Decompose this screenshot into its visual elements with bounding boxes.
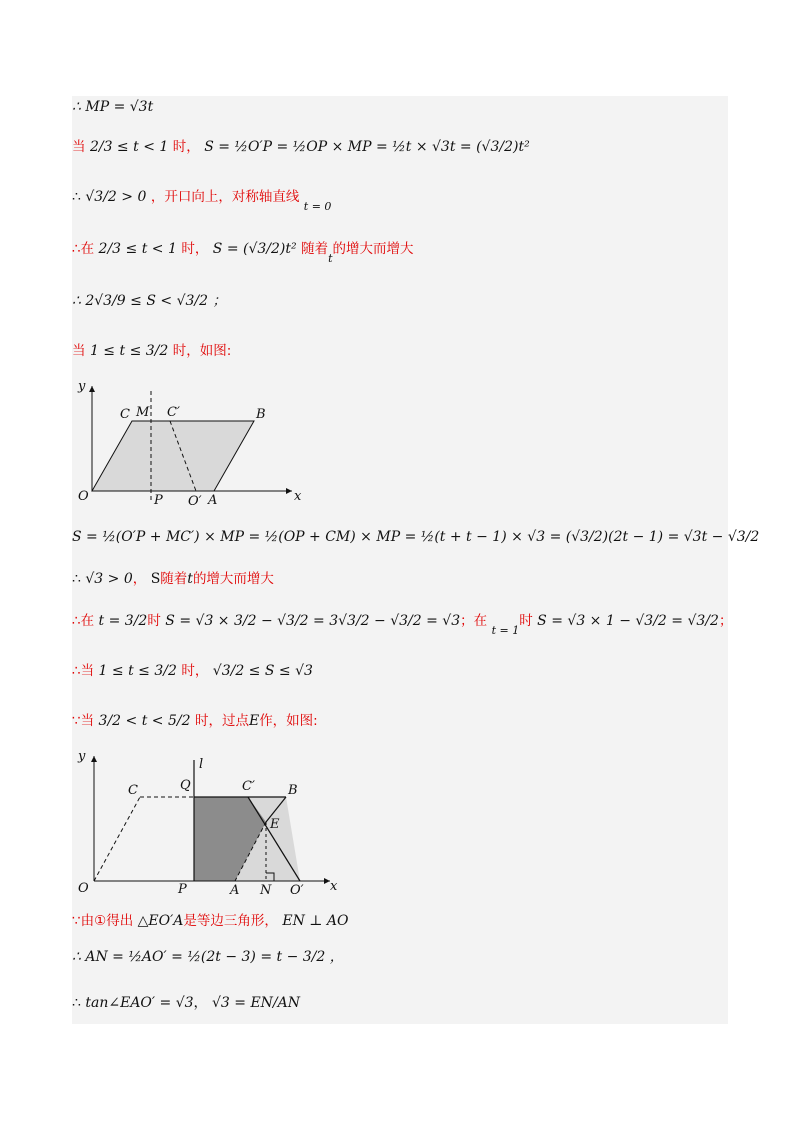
therefore-symbol: ∴ xyxy=(72,189,81,205)
comma: ， xyxy=(132,571,147,587)
segment-oc xyxy=(94,797,140,881)
label-b: B xyxy=(288,783,298,798)
label-o: O xyxy=(78,489,89,504)
formula-area: S = ½O′P = ½OP × MP = ½t × √3t = (√3/2)t² xyxy=(204,139,530,155)
line-an xyxy=(72,948,344,966)
condition: 2/3 ≤ t < 1 xyxy=(98,241,177,257)
text-in: ；在 xyxy=(460,613,488,629)
text-time: 时， xyxy=(172,139,200,155)
label-q: Q xyxy=(180,778,191,793)
label-y: y xyxy=(78,749,86,764)
variable-t: t xyxy=(328,252,333,265)
figure-2 xyxy=(72,746,347,904)
line-case3 xyxy=(72,712,318,730)
label-c: C xyxy=(120,407,130,422)
line-opening-up xyxy=(72,188,332,213)
text-increases: 的增大而增大 xyxy=(332,241,414,257)
line-mp xyxy=(72,98,153,116)
line-increasing-2 xyxy=(72,570,274,588)
formula-perp: EN ⊥ AO xyxy=(282,913,349,929)
label-x: x xyxy=(294,489,302,504)
label-b: B xyxy=(256,407,266,422)
line-case2 xyxy=(72,342,231,360)
formula-tan: tan∠EAO′ = √3 xyxy=(85,995,194,1011)
condition: 2/3 ≤ t < 1 xyxy=(89,139,169,155)
figure-1 xyxy=(72,376,312,511)
label-l: l xyxy=(199,757,204,772)
formula-mp: ∴ MP = √3t xyxy=(72,99,154,115)
text-because-from: ∵由①得出 xyxy=(72,913,134,929)
line-area-2 xyxy=(72,528,759,546)
label-c-prime: C′ xyxy=(242,779,255,794)
formula-range: ∴ 2√3/9 ≤ S < √3/2 ； xyxy=(72,293,227,309)
label-x: x xyxy=(330,879,338,894)
label-a: A xyxy=(208,493,218,508)
text-as-figure: 作，如图: xyxy=(259,713,318,729)
condition-a: t = 3/2 xyxy=(98,613,148,629)
inequality: √3/2 > 0 xyxy=(85,189,147,205)
condition: 1 ≤ t ≤ 3/2 xyxy=(98,663,177,679)
line-range-1 xyxy=(72,292,226,310)
document-page xyxy=(72,96,760,1024)
text-time: 时 xyxy=(147,613,161,629)
formula-area: S = (√3/2)t² xyxy=(212,241,297,257)
text-time: 时， xyxy=(181,663,209,679)
line-values xyxy=(72,612,733,637)
therefore-symbol: ∴ xyxy=(72,995,81,1011)
text-opening-up: ，开口向上，对称轴直线 xyxy=(150,189,300,205)
comma: ， xyxy=(193,995,208,1011)
text-equilateral: 是等边三角形， xyxy=(183,913,278,929)
semicolon: ； xyxy=(718,613,733,629)
text-as-figure: 时，如图: xyxy=(172,343,232,359)
formula-ratio: √3 = EN/AN xyxy=(212,995,301,1011)
label-p: P xyxy=(154,493,163,508)
label-o-prime: O′ xyxy=(188,494,202,509)
formula-an: ∴ AN = ½AO′ = ½(2t − 3) = t − 3/2 ， xyxy=(72,949,344,965)
label-c-prime: C′ xyxy=(167,405,180,420)
condition: 3/2 < t < 5/2 xyxy=(98,713,191,729)
text-follows: 随着 xyxy=(160,571,188,587)
condition-b: t = 1 xyxy=(491,624,520,637)
label-c: C xyxy=(128,783,138,798)
text-therefore-when: ∴当 xyxy=(72,663,95,679)
line-equilateral xyxy=(72,912,349,930)
text-because-when: ∵当 xyxy=(72,713,95,729)
condition: 1 ≤ t ≤ 3/2 xyxy=(89,343,169,359)
formula-value-2: S = √3 × 1 − √3/2 = √3/2 xyxy=(537,613,719,629)
text-time: 时 xyxy=(519,613,533,629)
label-m: M xyxy=(136,405,150,420)
label-p: P xyxy=(178,882,187,897)
line-range-2 xyxy=(72,662,313,680)
text-increases: 的增大而增大 xyxy=(192,571,274,587)
inequality: √3 > 0 xyxy=(85,571,133,587)
variable-s: S xyxy=(150,571,161,587)
label-o-prime: O′ xyxy=(290,883,304,898)
label-n: N xyxy=(260,883,272,898)
variable-t: t xyxy=(187,571,193,587)
text-when: 当 xyxy=(72,343,86,359)
formula-area-2: S = ½(O′P + MC′) × MP = ½(OP + CM) × MP = ½(t + t − 1) × √3 = (√3/2)(2t − 1) = √3t − √3/2 xyxy=(72,529,760,545)
triangle-name: △EO′A xyxy=(137,913,184,929)
axis-formula: t = 0 xyxy=(303,200,332,213)
text-therefore-in: ∴在 xyxy=(72,241,95,257)
therefore-symbol: ∴ xyxy=(72,571,81,587)
formula-value-1: S = √3 × 3/2 − √3/2 = 3√3/2 − √3/2 = √3 xyxy=(165,613,461,629)
label-y: y xyxy=(78,379,86,394)
line-tan xyxy=(72,994,300,1012)
text-when: 当 xyxy=(72,139,86,155)
line-case1-area xyxy=(72,138,530,156)
label-a: A xyxy=(230,883,240,898)
parallelogram-oabc xyxy=(92,421,254,491)
formula-range: √3/2 ≤ S ≤ √3 xyxy=(212,663,313,679)
text-therefore-in: ∴在 xyxy=(72,613,95,629)
label-o: O xyxy=(78,881,89,896)
point-e: E xyxy=(248,713,260,729)
line-increasing xyxy=(72,240,414,265)
text-follows: 随着 xyxy=(301,241,329,257)
text-time: 时， xyxy=(181,241,209,257)
text-through-point: 时，过点 xyxy=(194,713,249,729)
label-e: E xyxy=(270,817,280,832)
